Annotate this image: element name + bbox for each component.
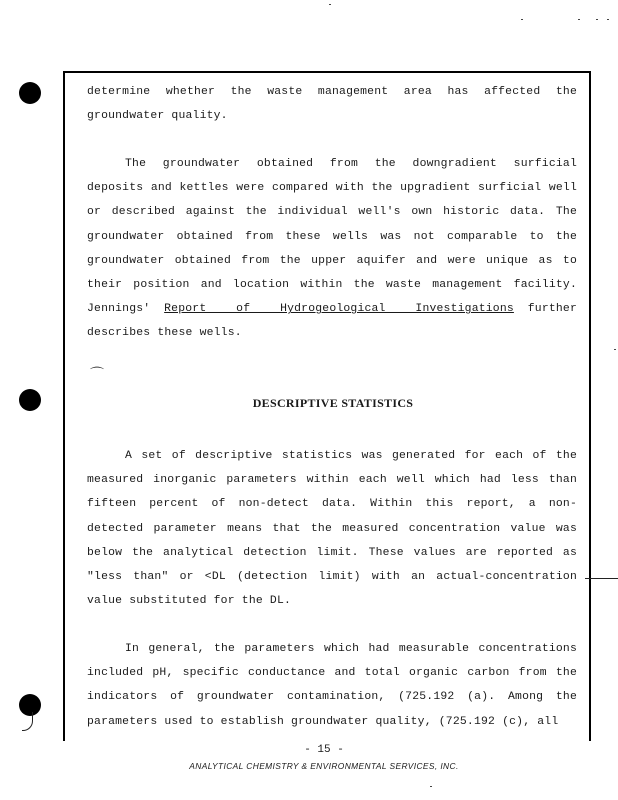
page-number: - 15 - bbox=[304, 744, 344, 756]
scan-speck bbox=[614, 349, 616, 350]
scan-speck bbox=[430, 786, 432, 787]
paragraph-4: In general, the parameters which had measurable concentrations included pH, specific conductance and total organic carbon from the indicators of groundwater contamination, (725.192 (a). Among the parameters used to establish groundwater quality, (725.192 (c), all bbox=[87, 643, 577, 728]
binder-hole-middle bbox=[19, 389, 41, 411]
page-border-top bbox=[63, 71, 590, 73]
company-footer: ANALYTICAL CHEMISTRY & ENVIRONMENTAL SERVICES, INC. bbox=[189, 761, 459, 771]
scan-speck bbox=[329, 4, 331, 5]
scan-mark-tilde: ⌒ bbox=[90, 367, 104, 383]
paragraph-1: determine whether the waste management area has affected the groundwater quality. bbox=[87, 86, 577, 123]
scan-speck bbox=[607, 19, 609, 20]
page-border-right bbox=[589, 71, 591, 741]
paragraph-2 bbox=[87, 152, 577, 346]
scan-speck bbox=[578, 19, 580, 20]
paragraph-3: A set of descriptive statistics was generated for each of the measured inorganic parameters within each well which had less than fifteen percent of non-detect data. Within this report, a non-detected parameter means that the measured concentration value was below the analytical detection limit. These values are reported as "less than" or <DL (detection limit) with an actual-concentration value substituted for the DL. bbox=[87, 450, 577, 608]
paragraph-2-text-before: The groundwater obtained from the downgradient surficial deposits and kettles were compared with the upgradient surficial well or described against the individual well's own historic data. The groundwater obtained from these wells was not comparable to the groundwater obtained from the upper aquifer and were unique as to their position and location within the waste management facility. Jennings' bbox=[87, 158, 577, 316]
page-border-left bbox=[63, 71, 65, 741]
scan-mark-line bbox=[585, 578, 618, 579]
report-title: Report of Hydrogeological Investigations bbox=[164, 303, 514, 316]
scan-speck bbox=[521, 19, 523, 20]
binder-hole-top bbox=[19, 82, 41, 104]
paragraph-2-text-after: further describes these wells. bbox=[87, 303, 577, 340]
section-heading: DESCRIPTIVE STATISTICS bbox=[252, 396, 414, 410]
scan-mark bbox=[22, 712, 33, 731]
scan-speck bbox=[596, 19, 598, 20]
